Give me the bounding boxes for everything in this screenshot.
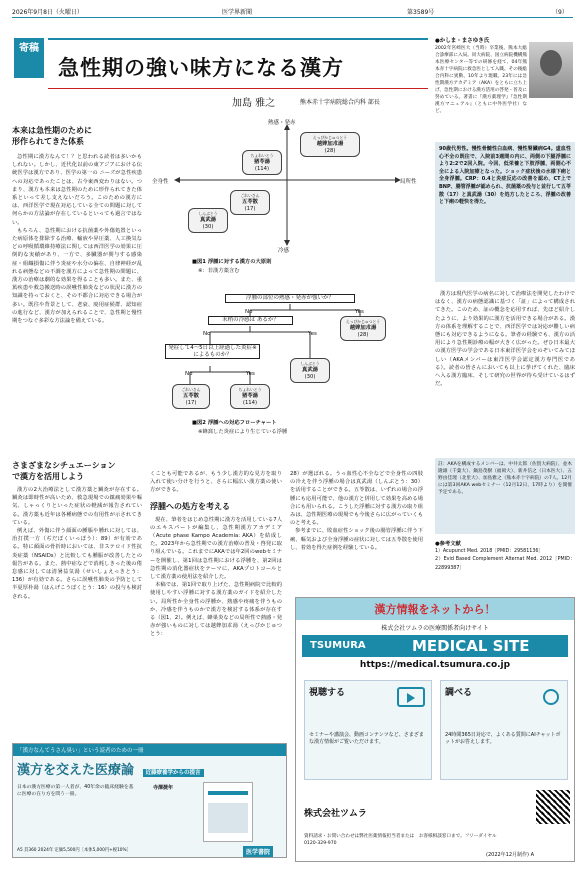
lead-heading-2: 形作られてきた体系 xyxy=(12,137,84,146)
search-text: 24時間365日対応で、よくある質問にAIチャットボットがお答えします。 xyxy=(445,732,561,745)
tsumura-site-label: 株式会社ツムラの医療関係者向けサイト xyxy=(381,625,489,632)
header-issue: 第3589号 xyxy=(407,9,435,16)
tsumura-box-search[interactable] xyxy=(440,680,568,780)
tsumura-logo-bar xyxy=(302,635,568,657)
tsumura-url[interactable]: https://medical.tsumura.co.jp xyxy=(359,660,511,670)
page-header xyxy=(12,6,573,18)
fig2-yes-1: Yes xyxy=(355,309,364,315)
tsumura-company: 株式会社ツムラ xyxy=(304,809,367,819)
article-title: 急性期の強い味方になる漢方 xyxy=(58,56,344,80)
book-ad[interactable] xyxy=(12,743,287,858)
fig2-no-2: No xyxy=(203,331,211,337)
lead-heading-1: 本来は急性期のために xyxy=(12,126,92,135)
avatar xyxy=(540,50,562,76)
figure-2 xyxy=(150,282,425,472)
fig1-right-label: 局所性 xyxy=(400,179,417,185)
fig1-item-goreisan: ごれいさん 五苓散 (17) xyxy=(230,190,270,215)
tsumura-banner: 漢方情報をネットから！ xyxy=(296,598,574,620)
fig1-item-shinbu: しんぶとう 真武湯 (30) xyxy=(188,208,228,233)
title-rule xyxy=(48,38,428,40)
tsumura-box-watch[interactable] xyxy=(304,680,432,780)
fig1-item-chorei: ちょれいとう 猪苓湯 (114) xyxy=(242,150,282,175)
fig1-item-ekk: えっぴかじゅつとう 越婢加朮湯 (28) xyxy=(300,132,360,157)
col2-paragraph-2: 現在、筆者をはじめ急性期に漢方を活用している7人のエキスパートが編集し、急性期漢方アカデミア（Acute phase Kampo Academia: AKA）を結成した。2023年から急性期での漢方治療の普及・啓発に取り組んでいる。これまでにAKAでは年2回のwebセミナーを開催し、第1回は急性期における浮腫を、第2回は急性期の消化器症状をテーマに、AKAプロトコールとして漢方薬の使用法を紹介した。 xyxy=(150,516,282,581)
refs-title: ●参考文献 xyxy=(435,541,461,547)
col1-paragraph-3: 漢方の2大治療法として漢方薬と鍼灸が存在する。鍼灸は即時性が高いため、救急現場での鎮痛効果や嘔気、しゃっくりといった症状の軽減が報告されている。漢方薬も近年は各種病態での有用性が示されてきている。 xyxy=(12,487,142,526)
author-affiliation: 熊本赤十字病院総合内科 部長 xyxy=(300,99,380,106)
fig2-question-1: 浮腫の部位の熱感・発赤が強いか？ xyxy=(225,294,355,303)
author-photo xyxy=(529,42,573,98)
book-ad-publisher: 医学書院 xyxy=(243,846,273,857)
col2-paragraph-1: くことも可能であるが、もう少し漢方的な見方を取り入れて使い分けを行うと、さらに幅広い漢方薬の使い方ができる。 xyxy=(150,471,282,494)
col1-paragraph-2: もちろん、急性期における抗菌薬や外傷処置といった病原体を排除する治療、輸液や昇圧薬、人工換気などの呼吸循環維持療法に関しては西洋医学の効果に圧倒的な実績があり、一方で、多臓器が関与する感染症・組織損傷に伴う炎症や水分の偏在、自律神経が乱れる病態などの不調を漢方によって急性期の問題に、漢方の治療は劇的な効果を得ることも多い。また、重篤疾患や救急搬送時の誤嚥性肺炎などの状況に漢方の知識を持っておくと、その不都合に対応できる場合が多い。既往や背景として、老衰、廃用症候群、認知症の進行など、漢方が加えられることで、急性期と慢性期をつなぐ多彩な方法論を備えている。 xyxy=(12,227,142,325)
video-icon xyxy=(397,687,425,707)
column-3 xyxy=(290,470,423,590)
col1-heading-1: さまざまなシチュエーション xyxy=(12,461,116,470)
header-paper: 医学界新聞 xyxy=(222,9,253,16)
article-tag: 寄稿 xyxy=(14,38,44,78)
tsumura-ad[interactable] xyxy=(295,597,575,862)
ref-2: 2）Evid Based Complement Alternat Med. 2012［PMID：22899387］ xyxy=(435,557,575,571)
book-ad-desc: 日本の漢方医療の第一人者が、40年余の臨床経験を基に医療の在り方を問う一冊。 xyxy=(17,785,134,797)
qr-code-icon[interactable] xyxy=(536,790,570,824)
column-1-lower xyxy=(12,460,142,755)
fig1-top-label: 熱感・発赤 xyxy=(268,120,296,126)
col3-paragraph-1: 28）が選ばれる。うっ血性心不全などで全身性の四肢の冷えを伴う浮腫の場合は真武湯（しんぶとう：30）を活用することができる。五苓散は、いずれの場合の浮腫にも応用可能で、他の漢方と併用して効果を高める場合にも用いられる。こうした浮腫に対する漢方の取り組みは、急性期医療の現場でも今後さらに広がっていくものと考える。 xyxy=(290,471,423,527)
col4-paragraph-1: 漢方は現代医学の病名に対して治療法を開発したわけではなく、漢方の病態認識に基づく「証」によって構成されてきた。このため、証の概念を応用すれば、先ほど紹介したように、より効果的に漢方を活用できる場合がある。漢方の体系を理解することで、西洋医学では対応が難しい病態にも対応できるようになる。筆者の経験でも、漢方の活用により急性期診療の幅が大きく広がった。ぜひ日本最大の漢方医学の学会である日本東洋医学会をのぞいてみてほしい（AKAメンバーは東洋医学会認定漢方専門医である）。読者の皆さんにおいても以上に挙げてくれた、臨床へ入る漢方臨床、そして研究の世界が待ち受けているはずだ。 xyxy=(435,291,575,388)
fig2-note: ※蜂窩した炎症により生じている浮腫 xyxy=(198,429,288,435)
header-page: （9） xyxy=(552,9,568,16)
book-ad-kicker: 「漢方なんてうさん臭い」という読者のための一冊 xyxy=(13,744,286,756)
book-cover xyxy=(203,782,253,842)
header-date: 2026年9月8日（火曜日） xyxy=(12,9,83,16)
fig1-bottom-label: 冷感 xyxy=(278,248,290,254)
figure-1-axes xyxy=(150,118,425,258)
tsumura-date: (2022年12月制作) A xyxy=(486,852,534,858)
profile-name: ●かしま・まさゆき氏 xyxy=(435,38,490,44)
tsumura-footer: 資料請求・お問い合わせは弊社医薬情報担当者または お客様相談窓口まで。フリーダイヤル 0120-329-970 xyxy=(304,834,497,846)
fig1-caption: ■図1 浮腫に対する漢方の大原則 xyxy=(192,259,272,265)
author-name: 加島 雅之 xyxy=(232,98,276,109)
col3-paragraph-2: 参考までに、敗血症性ショック後の腸管浮腫に伴う下痢、嘔気および全身浮腫の症状に対しては五苓散を使用し、着効を得た症例を経験している。 xyxy=(290,528,423,551)
fig2-no-1: No xyxy=(245,309,253,315)
fig2-no-3: No xyxy=(185,371,193,377)
col1-paragraph-4: 例えば、外傷に伴う顔面の腫脹や腫れに対しては、治打撲一方（ぢだぼくいっぽう）：89）が有効である。特に顔面の骨折時においては、非ステロイド性抗炎症薬（NSAIDs）と比較しても腫脹が改善したとの報告がある。また、熱中症などで消耗しきった後の倦怠感に対しては清暑益気湯（せいしょえっきとう：136）が有効である。さらに誤嚥性肺炎の予防として半夏厚朴湯（はんげこうぼくとう：16）の投与も検討される。 xyxy=(12,528,142,600)
tsumura-site-name: MEDICAL SITE xyxy=(412,637,530,655)
title-underline xyxy=(48,88,428,89)
author-profile xyxy=(435,37,575,137)
column-2 xyxy=(150,470,282,755)
references xyxy=(435,540,575,573)
watch-text: セミナーや講演会、動画コンテンツなど、さまざまな漢方情報がご覧いただけます。 xyxy=(309,732,424,745)
case-box xyxy=(435,142,575,282)
col1-paragraph-1: 急性期に漢方なんて！？と思われる読者は多いかもしれない。しかし、近代化以前の東アジアにおける伝統医学は漢方であり、医学の第一の ニーズが急性疾患への対応であったことは、古今東西変わりはない。つまり、漢方も本来は急性期のために形作られてきた体系といって差し支えないだろう。このための漢方には、西洋医学で現在対応している全ての問題に対して何らかの方法論が存在しているといっても過言ではない。 xyxy=(12,154,142,226)
watch-title: 視聴する xyxy=(309,688,346,698)
tsumura-brand: TSUMURA xyxy=(310,640,366,651)
search-icon xyxy=(543,689,559,705)
book-ad-title: 漢方を交えた医療論 近藤療養学からの提言 xyxy=(13,756,286,778)
col2-paragraph-3: 本稿では、第1回で取り上げた、急性期病院で比較的使用しやすい浮腫に対する漢方薬のガイドを紹介したい。局所性か全身性の浮腫か、熱感や疼痛を伴うものか、冷感を伴うものかで漢方を検討する体系が存在する（図1、2）。例えば、蜂巣炎などの局所性で熱感・発赤が強いものに対しては越婢加朮湯（えっぴかじゅつとう： xyxy=(150,582,282,638)
fig2-question-2: 末梢の冷感は あるか？ xyxy=(208,316,293,325)
book-ad-author: 寺澤捷年 xyxy=(153,785,174,791)
fig2-result-goreisan: ごれいさん 五苓散 (17) xyxy=(172,384,210,409)
col1-heading-2: で漢方を活用しよう xyxy=(12,472,84,481)
figure-1 xyxy=(150,118,425,283)
profile-text: 2002年宮崎医大（当時）卒業後、熊本大総合診療部に入局。同大病院、国立病院機構熊本医療センター等での研修を経て、04年熊本赤十字病院に救急医として入職。その後総合内科に異動、10年より現職。23年には急性期漢方アカデミア（AKA）をともに立ち上げ、急性期における漢方活用の啓発・普及に努めている。著書に『漢方薬理学』『急性期漢方マニュアル』（ともに中外医学社）など。 xyxy=(435,46,527,115)
fig2-result-chorei: ちょれいとう 猪苓湯 (114) xyxy=(230,384,270,409)
fig2-question-3: 発症して4〜5日以上経過した炎症※によるものか？ xyxy=(165,344,260,359)
fig2-yes-2: Yes xyxy=(308,331,317,337)
fig2-result-ekk: えっぴかじゅつとう 越婢加朮湯 (28) xyxy=(340,316,386,341)
fig1-note: ※：非漢方薬含む xyxy=(198,268,240,274)
fig2-yes-3: Yes xyxy=(246,371,255,377)
column-1 xyxy=(12,125,142,460)
column-4 xyxy=(435,290,575,452)
ref-1: 1）Acupunct Med. 2018［PMID：29581136］ xyxy=(435,549,544,555)
search-title: 調べる xyxy=(445,688,473,698)
case-text: 90歳代男性。慢性骨髄性白血病、慢性腎臓病G4。虚血性心不全の既往で、入院前3週間の内に、両側の下腿浮腫により2:2で2回入院。今回、低栄養と下肢浮腫、両側心不全による入院加療となった。ショック症状後の水様下痢と全身浮腫。CRP：0.4と炎症反応の改善を認め、CT上でBNP、腸管浮腫が認められ、抗菌薬の投与と並行して五苓散（17）と真武湯（30）を処方したところ、浮腫の改善と下痢の軽快を得た。 xyxy=(439,146,571,206)
fig2-result-shinbu: しんぶとう 真武湯 (30) xyxy=(290,358,330,383)
aka-note: 註：AKAを構成するメンバーは、中井太郎（佐賀大病院）、並木隆雄（千葉大）、鍋島茂樹（福岡大）、新井信之（日本医大）、五野由佳理（北里大）、加島雅之（熊本赤十字病院）の7人。12月には第3回AKA webセミナー（12月12日、17時より）を開催予定である。 xyxy=(435,458,575,534)
col2-heading: 浮腫への処方を考える xyxy=(150,501,230,511)
fig1-left-label: 全身性 xyxy=(152,179,169,185)
fig2-caption: ■図2 浮腫への対応フローチャート xyxy=(192,420,277,426)
book-ad-price: A5 頁360 2024年 定価5,500円［本体5,000円+税10%］ xyxy=(17,848,131,853)
